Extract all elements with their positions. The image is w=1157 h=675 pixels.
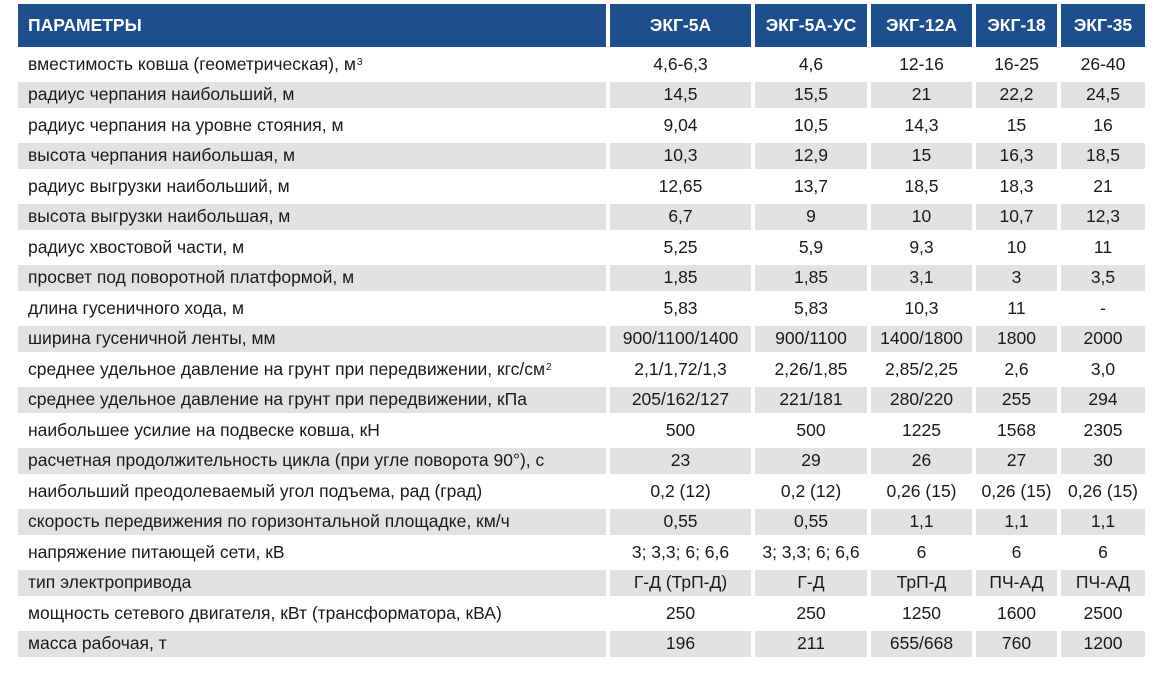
parameter-text: радиус черпания наибольший, м — [28, 84, 295, 105]
value-cell: 9 — [755, 204, 867, 231]
row-parameter-label — [18, 82, 606, 109]
header-col-ekg-18: ЭКГ-18 — [976, 4, 1057, 47]
header-parameters: ПАРАМЕТРЫ — [18, 4, 606, 47]
value-cell: 16-25 — [994, 53, 1039, 74]
value-cell: 12-16 — [899, 53, 944, 74]
value-cell: Г-Д — [755, 570, 867, 597]
value-cell: 10,7 — [976, 204, 1057, 231]
parameter-text: вместимость ковша (геометрическая), м — [28, 53, 356, 74]
value-cell: 500 — [796, 419, 826, 440]
table-row — [18, 51, 1145, 78]
value-cell: 2305 — [1083, 419, 1123, 440]
table-body — [18, 51, 1145, 657]
row-parameter-label — [18, 143, 606, 170]
parameter-text: просвет под поворотной платформой, м — [28, 267, 355, 288]
value-cell: 15 — [1006, 114, 1027, 135]
value-cell: 250 — [796, 602, 826, 623]
value-cell: 5,9 — [798, 236, 824, 257]
row-parameter-label — [18, 539, 606, 566]
table-row — [18, 600, 1145, 627]
value-cell: - — [1100, 297, 1106, 318]
row-parameter-label — [18, 204, 606, 231]
value-cell: 14,5 — [610, 82, 751, 109]
parameter-text: мощность сетевого двигателя, кВт (трансформатора, кВА) — [28, 602, 502, 623]
value-cell: 6 — [916, 541, 927, 562]
value-cell: 12,65 — [658, 175, 703, 196]
value-cell: 2,6 — [1004, 358, 1029, 379]
row-parameter-label — [18, 265, 606, 292]
value-cell: ПЧ-АД — [976, 570, 1057, 597]
value-cell: 18,5 — [1061, 143, 1145, 170]
parameter-text: масса рабочая, т — [28, 633, 167, 654]
value-cell: 4,6-6,3 — [653, 53, 708, 74]
value-cell: 21 — [1093, 175, 1113, 196]
value-cell: 26 — [871, 448, 972, 475]
value-cell: 3,1 — [871, 265, 972, 292]
table-row — [18, 143, 1145, 170]
table-row — [18, 82, 1145, 109]
value-cell: 1800 — [976, 326, 1057, 353]
value-cell: 3; 3,3; 6; 6,6 — [762, 541, 860, 562]
row-parameter-label — [18, 509, 606, 536]
parameter-text: радиус выгрузки наибольший, м — [28, 175, 290, 196]
parameter-text: радиус хвостовой части, м — [28, 236, 245, 257]
value-cell: 10 — [871, 204, 972, 231]
value-cell: 250 — [665, 602, 696, 623]
value-cell: 29 — [755, 448, 867, 475]
row-parameter-label — [18, 600, 606, 627]
value-cell: 1600 — [997, 602, 1036, 623]
table-row — [18, 112, 1145, 139]
parameter-text: скорость передвижения по горизонтальной площадке, км/ч — [28, 511, 510, 532]
value-cell: 1400/1800 — [871, 326, 972, 353]
row-parameter-label — [18, 356, 606, 383]
value-cell: 0,2 (12) — [650, 480, 711, 501]
value-cell: 0,55 — [610, 509, 751, 536]
parameter-text: радиус черпания на уровне стояния, м — [28, 114, 344, 135]
value-cell: 5,83 — [793, 297, 829, 318]
table-row — [18, 478, 1145, 505]
value-cell: 1,1 — [1061, 509, 1145, 536]
table-row — [18, 509, 1145, 536]
value-cell: ПЧ-АД — [1061, 570, 1145, 597]
value-cell: 294 — [1061, 387, 1145, 414]
row-parameter-label — [18, 234, 606, 261]
table-row — [18, 204, 1145, 231]
value-cell: 3,0 — [1090, 358, 1116, 379]
value-cell: 12,3 — [1061, 204, 1145, 231]
parameter-text: наибольший преодолеваемый угол подъема, рад (град) — [28, 480, 483, 501]
value-cell: 26-40 — [1080, 53, 1126, 74]
row-parameter-label — [18, 448, 606, 475]
specs-table — [18, 4, 1145, 657]
value-cell: 900/1100/1400 — [610, 326, 751, 353]
value-cell: 10,3 — [610, 143, 751, 170]
value-cell: 760 — [976, 631, 1057, 658]
value-cell: 3,5 — [1061, 265, 1145, 292]
parameter-text: высота черпания наибольшая, м — [28, 145, 296, 166]
value-cell: 1,1 — [871, 509, 972, 536]
value-cell: 1250 — [902, 602, 941, 623]
table-row — [18, 326, 1145, 353]
value-cell: 14,3 — [904, 114, 939, 135]
value-cell: 6 — [1011, 541, 1022, 562]
value-cell: 22,2 — [976, 82, 1057, 109]
value-cell: 2000 — [1061, 326, 1145, 353]
value-cell: 24,5 — [1061, 82, 1145, 109]
value-cell: 1,85 — [610, 265, 751, 292]
value-cell: 500 — [665, 419, 696, 440]
value-cell: 0,2 (12) — [780, 480, 842, 501]
table-row — [18, 387, 1145, 414]
table-row — [18, 570, 1145, 597]
value-cell: Г-Д (ТрП-Д) — [610, 570, 751, 597]
parameter-text: наибольшее усилие на подвеске ковша, кН — [28, 419, 380, 440]
header-col-ekg-5a-us: ЭКГ-5А-УС — [755, 4, 867, 47]
parameter-text: тип электропривода — [28, 572, 192, 593]
value-cell: 196 — [610, 631, 751, 658]
value-cell: 23 — [610, 448, 751, 475]
value-cell: 27 — [976, 448, 1057, 475]
header-col-ekg-35: ЭКГ-35 — [1061, 4, 1145, 47]
table-row — [18, 173, 1145, 200]
value-cell: 9,04 — [663, 114, 698, 135]
value-cell: 2500 — [1083, 602, 1123, 623]
value-cell: 10 — [1006, 236, 1027, 257]
row-parameter-label — [18, 631, 606, 658]
value-cell: 9,3 — [909, 236, 934, 257]
table-header — [18, 4, 1145, 47]
value-cell: 1200 — [1061, 631, 1145, 658]
value-cell: 18,5 — [904, 175, 939, 196]
parameter-text: высота выгрузки наибольшая, м — [28, 206, 291, 227]
value-cell: 30 — [1061, 448, 1145, 475]
parameter-text: ширина гусеничной ленты, мм — [28, 328, 276, 349]
row-parameter-label — [18, 295, 606, 322]
table-row — [18, 631, 1145, 658]
table-row — [18, 539, 1145, 566]
value-cell: 16 — [1093, 114, 1113, 135]
table-row — [18, 448, 1145, 475]
row-parameter-label — [18, 51, 606, 78]
table-row — [18, 265, 1145, 292]
value-cell: 2,85/2,25 — [885, 358, 958, 379]
value-cell: 21 — [871, 82, 972, 109]
value-cell: ТрП-Д — [871, 570, 972, 597]
row-parameter-label — [18, 478, 606, 505]
table-row — [18, 356, 1145, 383]
row-parameter-label — [18, 112, 606, 139]
value-cell: 10,5 — [793, 114, 829, 135]
unit-superscript: 2 — [546, 361, 552, 373]
parameter-text: напряжение питающей сети, кВ — [28, 541, 285, 562]
value-cell: 2,1/1,72/1,3 — [634, 358, 727, 379]
value-cell: 18,3 — [999, 175, 1034, 196]
value-cell: 1568 — [997, 419, 1036, 440]
value-cell: 10,3 — [904, 297, 939, 318]
table-row — [18, 417, 1145, 444]
header-col-ekg-5a: ЭКГ-5А — [610, 4, 751, 47]
value-cell: 5,83 — [663, 297, 698, 318]
value-cell: 15,5 — [755, 82, 867, 109]
row-parameter-label — [18, 326, 606, 353]
row-parameter-label — [18, 417, 606, 444]
value-cell: 211 — [755, 631, 867, 658]
value-cell: 655/668 — [871, 631, 972, 658]
value-cell: 11 — [1093, 236, 1113, 257]
value-cell: 1,1 — [976, 509, 1057, 536]
value-cell: 11 — [1007, 297, 1026, 318]
value-cell: 4,6 — [798, 53, 824, 74]
value-cell: 3; 3,3; 6; 6,6 — [631, 541, 730, 562]
value-cell: 13,7 — [793, 175, 829, 196]
value-cell: 221/181 — [755, 387, 867, 414]
value-cell: 900/1100 — [755, 326, 867, 353]
value-cell: 6 — [1098, 541, 1108, 562]
value-cell: 0,26 (15) — [886, 480, 957, 501]
value-cell: 205/162/127 — [610, 387, 751, 414]
parameter-text: расчетная продолжительность цикла (при угле поворота 90°), с — [28, 450, 545, 471]
parameter-text: среднее удельное давление на грунт при передвижении, кгс/см — [28, 358, 546, 379]
value-cell: 2,26/1,85 — [774, 358, 848, 379]
value-cell: 1225 — [902, 419, 941, 440]
value-cell: 255 — [976, 387, 1057, 414]
table-row — [18, 234, 1145, 261]
value-cell: 3 — [976, 265, 1057, 292]
parameter-text: длина гусеничного хода, м — [28, 297, 245, 318]
value-cell: 5,25 — [663, 236, 698, 257]
row-parameter-label — [18, 173, 606, 200]
unit-superscript: 3 — [356, 56, 363, 68]
value-cell: 15 — [871, 143, 972, 170]
row-parameter-label — [18, 387, 606, 414]
value-cell: 12,9 — [755, 143, 867, 170]
header-col-ekg-12a: ЭКГ-12А — [871, 4, 972, 47]
value-cell: 280/220 — [871, 387, 972, 414]
value-cell: 0,26 (15) — [981, 480, 1052, 501]
row-parameter-label — [18, 570, 606, 597]
value-cell: 16,3 — [976, 143, 1057, 170]
value-cell: 0,26 (15) — [1067, 480, 1139, 501]
parameter-text: среднее удельное давление на грунт при передвижении, кПа — [28, 389, 527, 410]
table-row — [18, 295, 1145, 322]
value-cell: 1,85 — [755, 265, 867, 292]
value-cell: 6,7 — [610, 204, 751, 231]
value-cell: 0,55 — [755, 509, 867, 536]
